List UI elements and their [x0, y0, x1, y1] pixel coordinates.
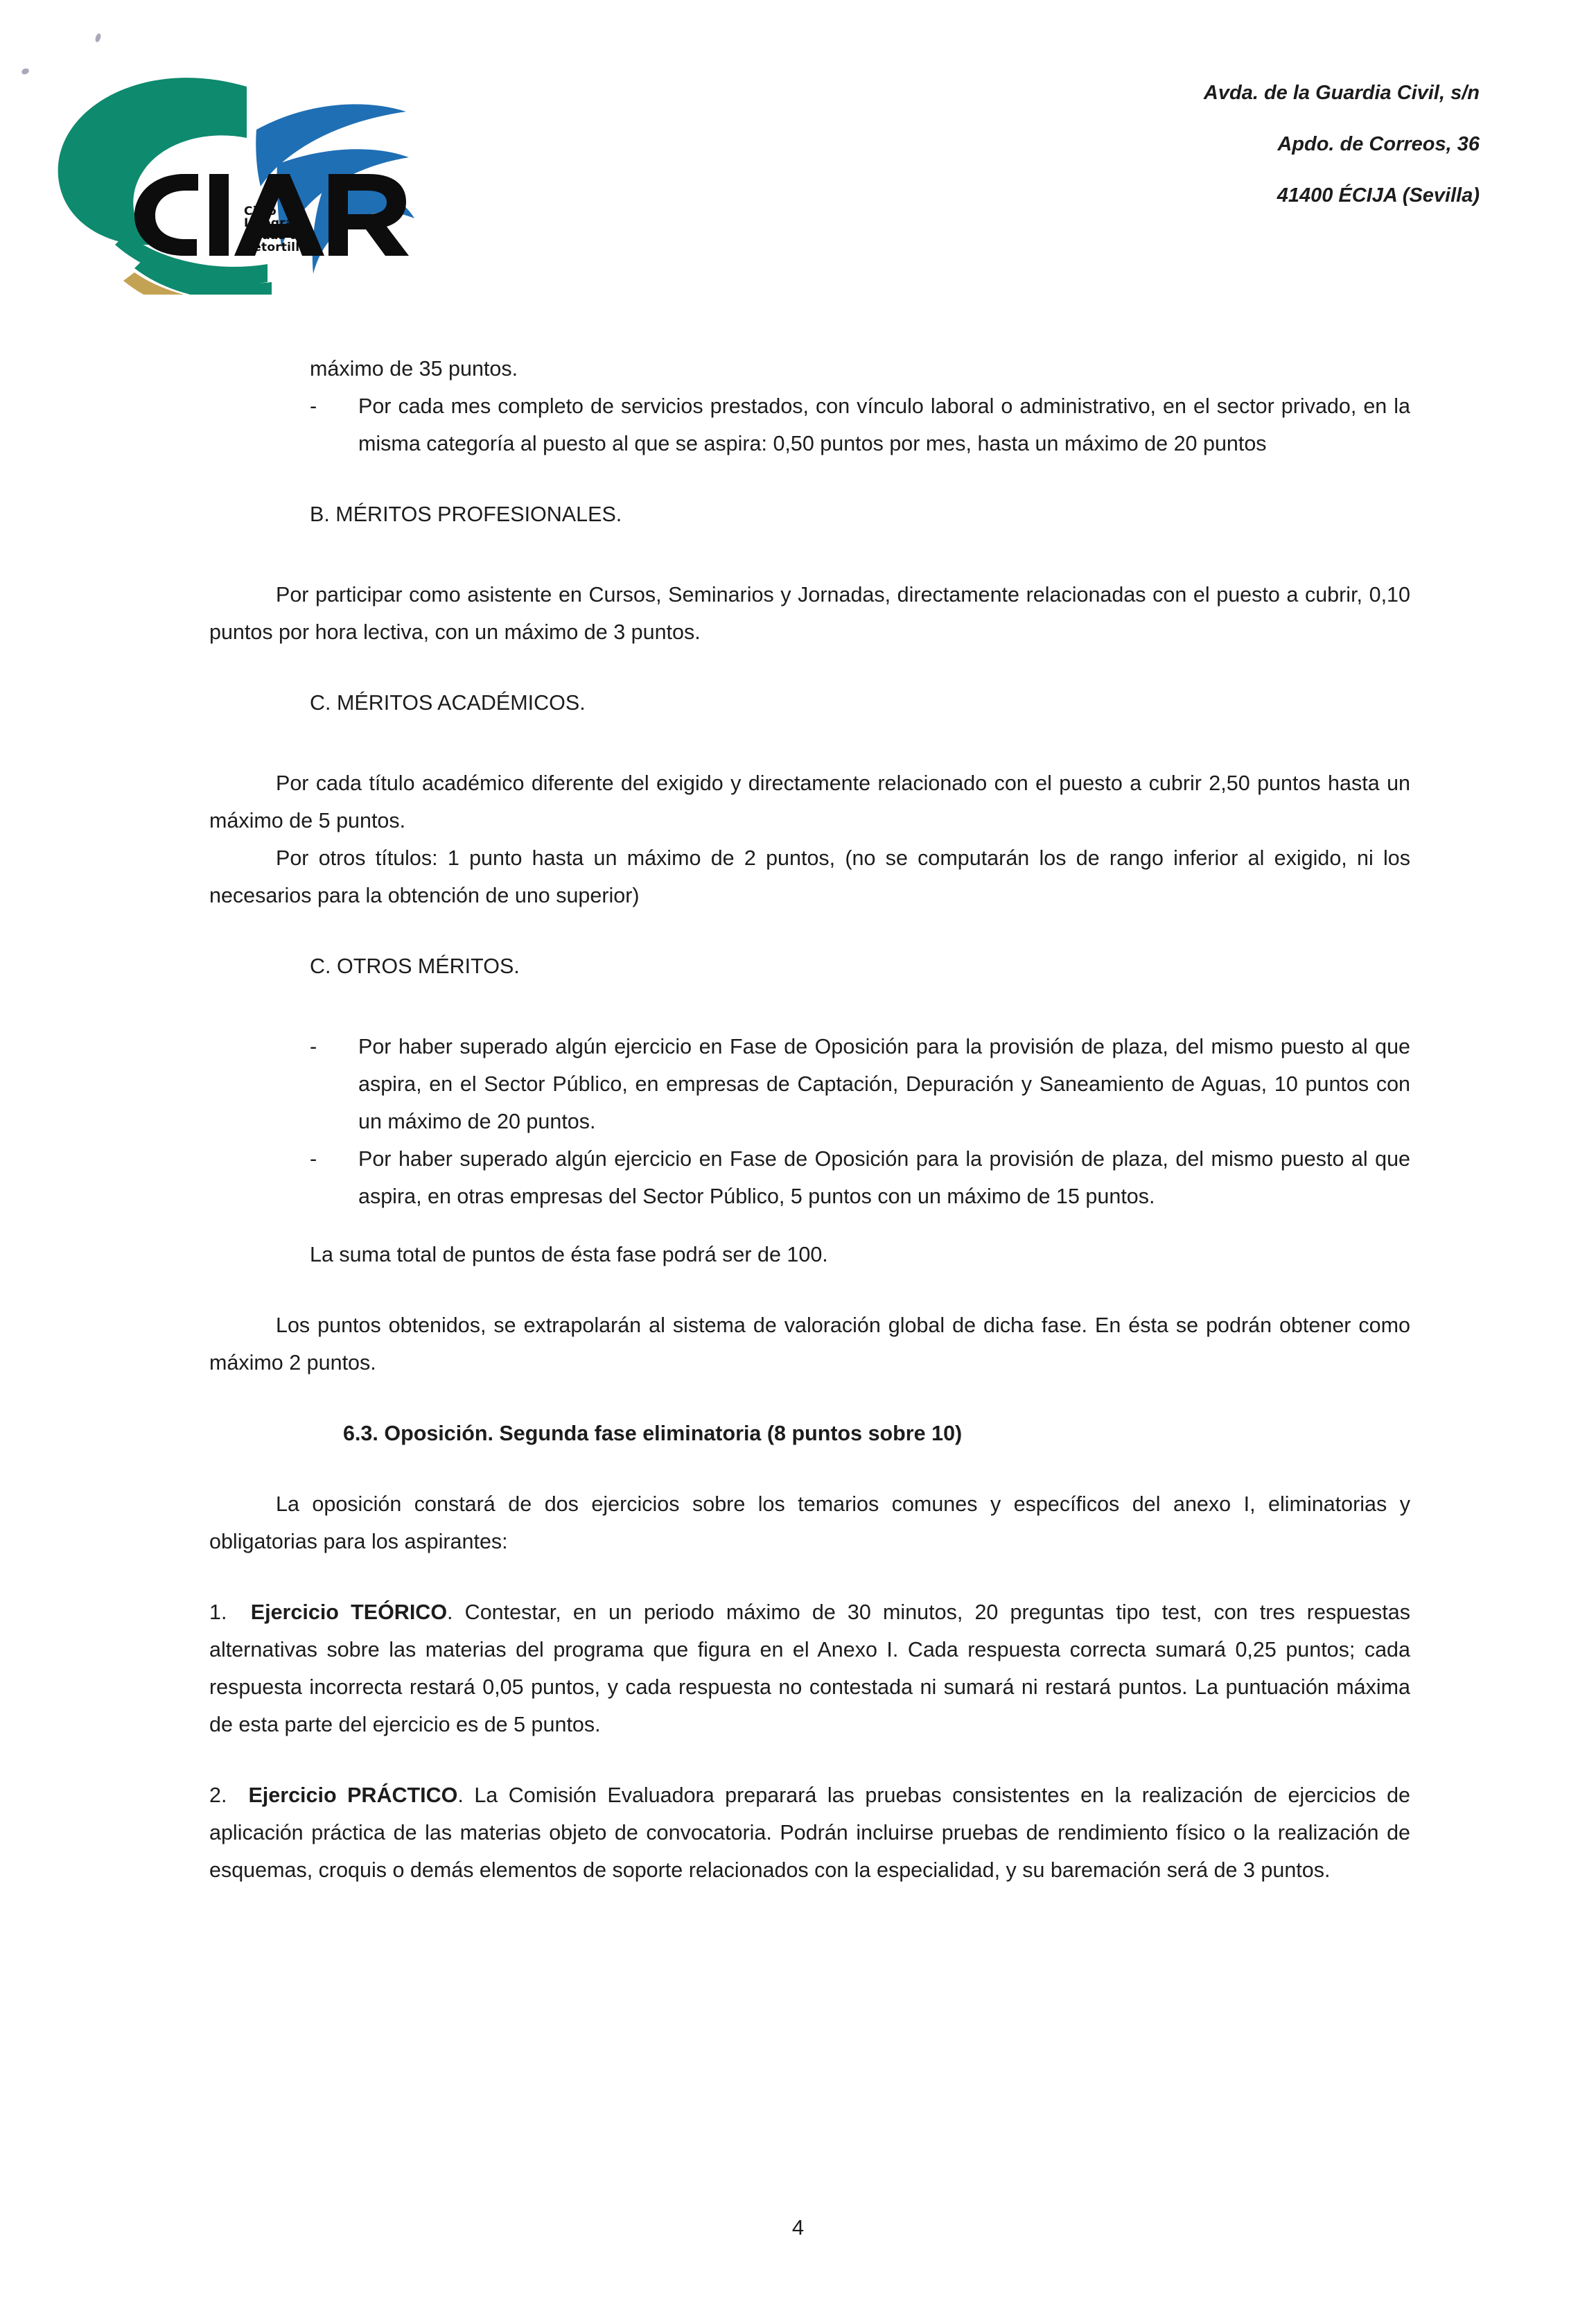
- address-line-street: Avda. de la Guardia Civil, s/n: [1203, 82, 1480, 104]
- exercise-1-text: . Contestar, en un periodo máximo de 30 minutos, 20 preguntas tipo test, con tres respuestas alternativas sobre las materias del programa que figura en el Anexo I. Cada respuesta correcta sumará 0,25 puntos; cada respuesta incorrecta restará 0,05 puntos, y cada respuesta no contestada ni sumará ni restará puntos. La puntuación máxima de esta parte del ejercicio es de 5 puntos.: [209, 1600, 1410, 1736]
- list-item: [310, 387, 1410, 462]
- page-footer: [0, 2215, 1596, 2240]
- section-heading-c-other: C. OTROS MÉRITOS.: [310, 954, 520, 978]
- section-heading-c-academic: C. MÉRITOS ACADÉMICOS.: [310, 691, 586, 715]
- header-address: [1204, 82, 1480, 207]
- exercise-1-label: Ejercicio TEÓRICO: [250, 1600, 448, 1624]
- extrapolation-paragraph: Los puntos obtenidos, se extrapolarán al sistema de valoración global de dicha fase. En ésta se podrán obtener como máximo 2 puntos.: [209, 1314, 1410, 1374]
- section-b-paragraph: Por participar como asistente en Cursos, Seminarios y Jornadas, directamente relacionadas con el puesto a cubrir, 0,10 puntos por hora lectiva, con un máximo de 3 puntos.: [209, 583, 1410, 644]
- section-heading-b: B. MÉRITOS PROFESIONALES.: [310, 503, 622, 526]
- bullet-mark: -: [310, 1147, 317, 1171]
- logo-wordmark-line-3: Aguas del: [244, 228, 311, 243]
- bullet-other-merit-2-text: Por haber superado algún ejercicio en Fase de Oposición para la provisión de plaza, del mismo puesto al que aspira, en otras empresas del Sector Público, 5 puntos con un máximo de 15 puntos.: [358, 1147, 1410, 1208]
- exercise-1-paragraph: [209, 1594, 1410, 1743]
- ciar-logo: [49, 66, 437, 295]
- page-number: 4: [791, 2215, 805, 2240]
- heading-6-3: 6.3. Oposición. Segunda fase eliminatoria (8 puntos sobre 10): [343, 1422, 963, 1445]
- logo-wordmark-line-4: Retortillo: [244, 240, 308, 254]
- exercise-2-text: . La Comisión Evaluadora preparará las pruebas consistentes en la realización de ejercicios de aplicación práctica de las materias objeto de convocatoria. Podrán incluirse pruebas de rendimiento físico o la realización de esquemas, croquis o demás elementos de soporte relacionados con la especialidad, y su baremación será de 3 puntos.: [209, 1783, 1410, 1882]
- logo-wordmark: [244, 206, 348, 254]
- exercise-1-number: 1.: [209, 1600, 227, 1624]
- address-line-postbox: Apdo. de Correos, 36: [1277, 133, 1480, 155]
- exercise-2-label: Ejercicio PRÁCTICO: [248, 1783, 458, 1807]
- section-c-academic-paragraph-2: Por otros títulos: 1 punto hasta un máximo de 2 puntos, (no se computarán los de rango inferior al exigido, ni los necesarios para la obtención de uno superior): [209, 846, 1410, 907]
- bullet-private-sector-text: Por cada mes completo de servicios prestados, con vínculo laboral o administrativo, en el sector privado, en la misma categoría al puesto al que se aspira: 0,50 puntos por mes, hasta un máximo de 20 puntos: [358, 394, 1410, 455]
- bullet-mark: -: [310, 1035, 317, 1058]
- logo-wordmark-line-2: Integral: [244, 216, 298, 231]
- page-header: [0, 0, 1596, 305]
- exercise-2-number: 2.: [209, 1783, 227, 1807]
- section-c-academic-paragraph-1: Por cada título académico diferente del exigido y directamente relacionado con el puesto a cubrir 2,50 puntos hasta un máximo de 5 puntos.: [209, 771, 1410, 832]
- address-line-city: 41400 ÉCIJA (Sevilla): [1277, 184, 1480, 207]
- bullet-other-merit-1-text: Por haber superado algún ejercicio en Fase de Oposición para la provisión de plaza, del mismo puesto al que aspira, en el Sector Público, en empresas de Captación, Depuración y Saneamiento de Aguas, 10 puntos con un máximo de 20 puntos.: [358, 1035, 1410, 1133]
- document-body: [209, 350, 1410, 1889]
- continued-line: máximo de 35 puntos.: [310, 357, 518, 381]
- logo-wordmark-line-1: Ciclo: [244, 204, 277, 218]
- bullet-mark: -: [310, 394, 317, 418]
- exercise-2-paragraph: [209, 1777, 1410, 1889]
- paragraph-6-3: La oposición constará de dos ejercicios sobre los temarios comunes y específicos del anexo I, eliminatorias y obligatorias para los aspirantes:: [209, 1492, 1410, 1553]
- list-item: [310, 1028, 1410, 1140]
- list-item: [310, 1140, 1410, 1215]
- sum-total-paragraph: La suma total de puntos de ésta fase podrá ser de 100.: [310, 1243, 828, 1266]
